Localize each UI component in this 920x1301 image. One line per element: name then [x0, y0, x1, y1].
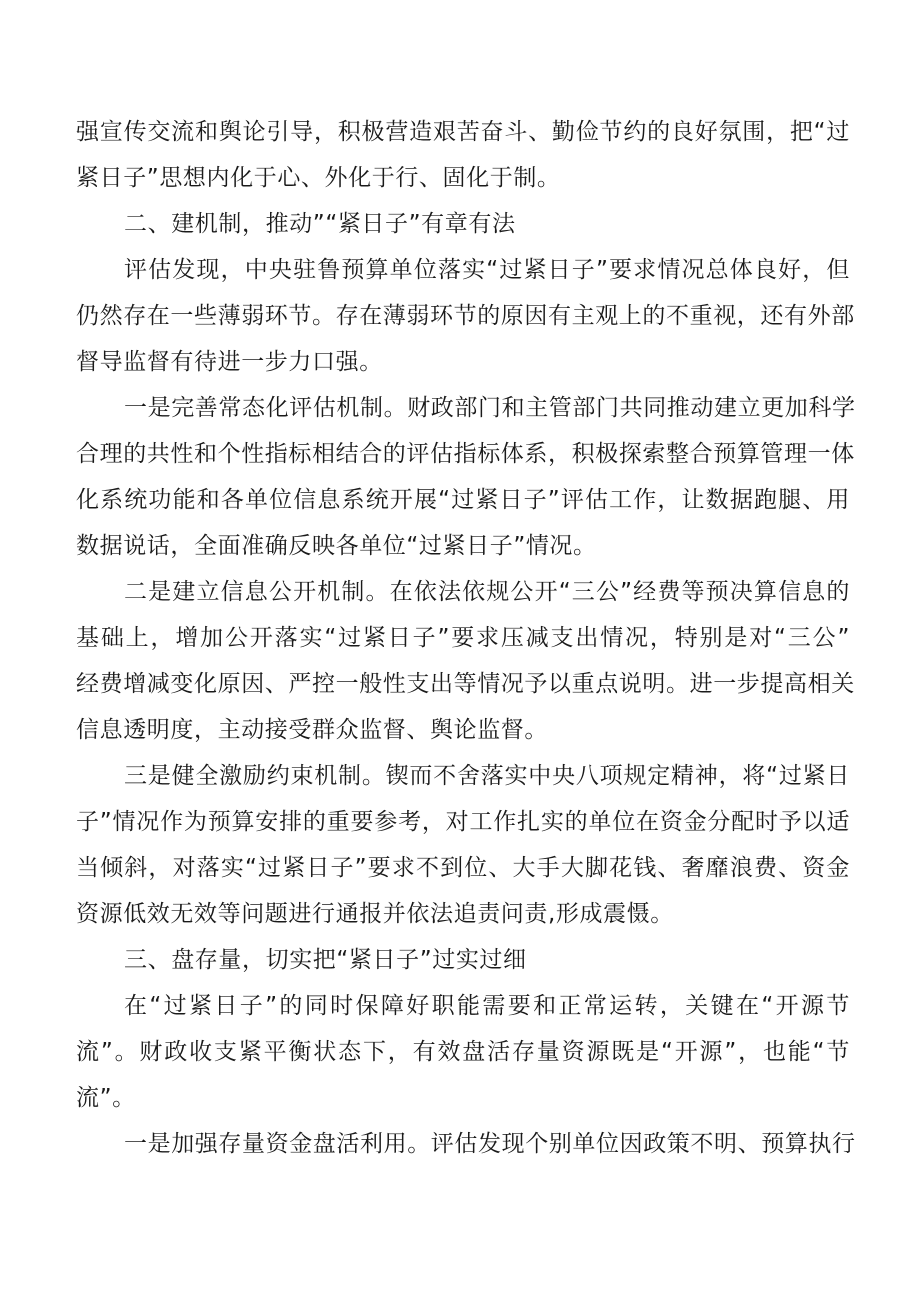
body-line: 合理的共性和个性指标相结合的评估指标体系，积极探索整合预算管理一体: [76, 441, 855, 467]
section-heading: 三、盘存量，切实把“紧日子”过实过细: [124, 947, 527, 973]
body-line: 一是加强存量资金盘活利用。评估发现个别单位因政策不明、预算执行: [124, 1131, 856, 1157]
body-line: 仍然存在一些薄弱环节。存在薄弱环节的原因有主观上的不重视，还有外部: [76, 303, 855, 329]
body-line: 紧日子”思想内化于心、外化于行、固化于制。: [76, 165, 561, 191]
body-line: 督导监督有待进一步力口强。: [76, 349, 383, 375]
body-line: 当倾斜，对落实“过紧日子”要求不到位、大手大脚花钱、奢靡浪费、资金: [76, 855, 850, 881]
body-line: 流”。: [76, 1085, 136, 1111]
body-line: 化系统功能和各单位信息系统开展“过紧日子”评估工作，让数据跑腿、用: [76, 487, 850, 513]
body-line: 子”情况作为预算安排的重要参考，对工作扎实的单位在资金分配时予以适: [76, 809, 850, 835]
body-line: 流”。财政收支紧平衡状态下，有效盘活存量资源既是“开源”，也能“节: [76, 1039, 850, 1065]
section-heading: 二、建机制，推动”“紧日子”有章有法: [124, 211, 516, 237]
body-line: 三是健全激励约束机制。锲而不舍落实中央八项规定精神，将“过紧日: [124, 763, 850, 789]
body-line: 二是建立信息公开机制。在依法依规公开“三公”经费等预决算信息的: [124, 579, 850, 605]
body-line: 数据说话，全面准确反映各单位“过紧日子”情况。: [76, 533, 597, 559]
body-line: 信息透明度，主动接受群众监督、舆论监督。: [76, 717, 548, 743]
body-line: 一是完善常态化评估机制。财政部门和主管部门共同推动建立更加科学: [124, 395, 856, 421]
body-line: 在“过紧日子”的同时保障好职能需要和正常运转，关键在“开源节: [124, 993, 850, 1019]
body-line: 经费增减变化原因、严控一般性支出等情况予以重点说明。进一步提高相关: [76, 671, 855, 697]
body-line: 评估发现，中央驻鲁预算单位落实“过紧日子”要求情况总体良好，但: [124, 257, 850, 283]
body-line: 资源低效无效等问题进行通报并依法追责问责,形成震慑。: [76, 901, 674, 927]
body-line: 强宣传交流和舆论引导，积极营造艰苦奋斗、勤俭节约的良好氛围，把“过: [76, 119, 850, 145]
body-line: 基础上，增加公开落实“过紧日子”要求压减支出情况，特别是对“三公”: [76, 625, 850, 651]
